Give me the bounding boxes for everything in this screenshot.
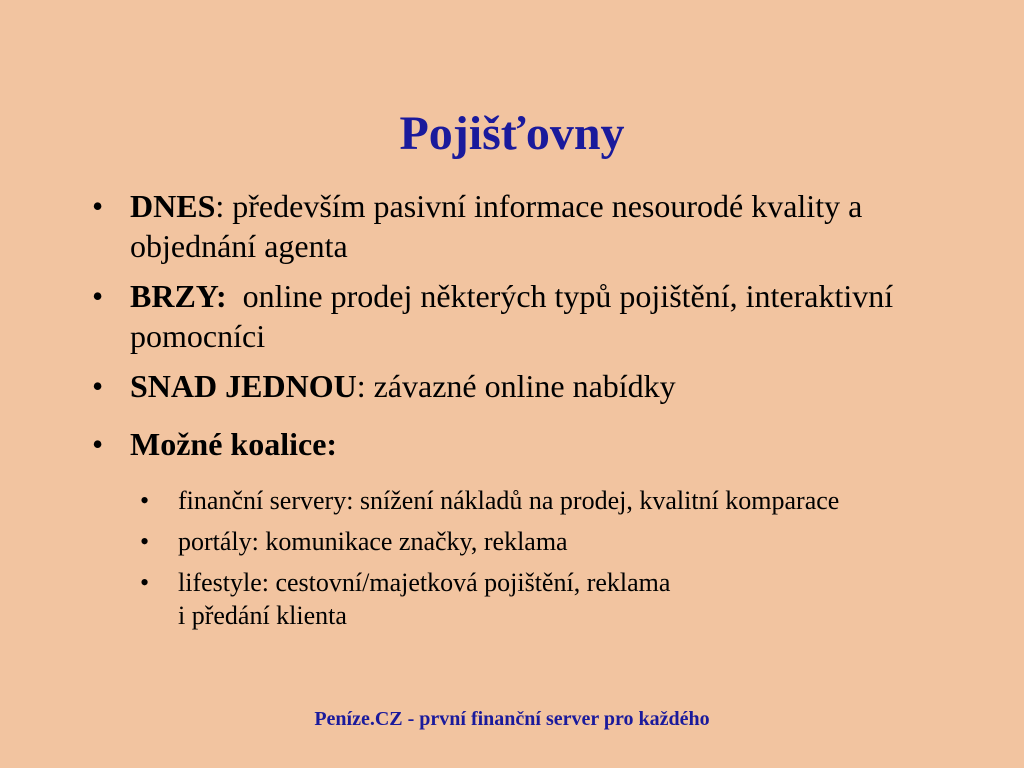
bullet-item-mozne-koalice xyxy=(92,424,972,464)
subbullet-dot-icon: • xyxy=(140,568,150,597)
bullet-text: : především pasivní informace nesourodé kvality a objednání agenta xyxy=(130,188,863,264)
subbullet-dot-icon: • xyxy=(140,527,150,556)
subbullet-text: portály: komunikace značky, reklama xyxy=(178,527,568,556)
bullet-text: online prodej některých typů pojištění, interaktivní pomocníci xyxy=(130,278,902,354)
bullet-dot-icon: • xyxy=(92,426,104,462)
subbullet-list xyxy=(92,484,972,640)
bullet-text: : závazné online nabídky xyxy=(356,368,676,404)
subbullet-text-line1: lifestyle: cestovní/majetková pojištění, reklama xyxy=(178,568,671,597)
bullet-label: SNAD JEDNOU xyxy=(130,368,357,404)
bullet-label: Možné koalice: xyxy=(130,426,338,462)
bullet-item-brzy xyxy=(92,276,972,356)
subbullet-text-line2: i předání klienta xyxy=(178,601,347,630)
subbullet-text: finanční servery: snížení nákladů na prodej, kvalitní komparace xyxy=(178,486,840,515)
bullet-dot-icon: • xyxy=(92,368,104,404)
slide-title: Pojišťovny xyxy=(399,107,625,160)
bullet-dot-icon: • xyxy=(92,188,104,224)
subbullet-dot-icon: • xyxy=(140,486,150,515)
bullet-label: BRZY: xyxy=(130,278,227,314)
bullet-dot-icon: • xyxy=(92,278,104,314)
bullet-list xyxy=(92,186,972,470)
footer-tagline: Peníze.CZ - první finanční server pro každého xyxy=(314,708,710,730)
subbullet-item-financni-servery xyxy=(140,484,972,517)
bullet-item-snad-jednou xyxy=(92,366,972,406)
bullet-label: DNES xyxy=(130,188,216,224)
bullet-item-dnes xyxy=(92,186,972,266)
subbullet-item-portaly xyxy=(140,525,972,558)
subbullet-item-lifestyle xyxy=(140,566,972,632)
